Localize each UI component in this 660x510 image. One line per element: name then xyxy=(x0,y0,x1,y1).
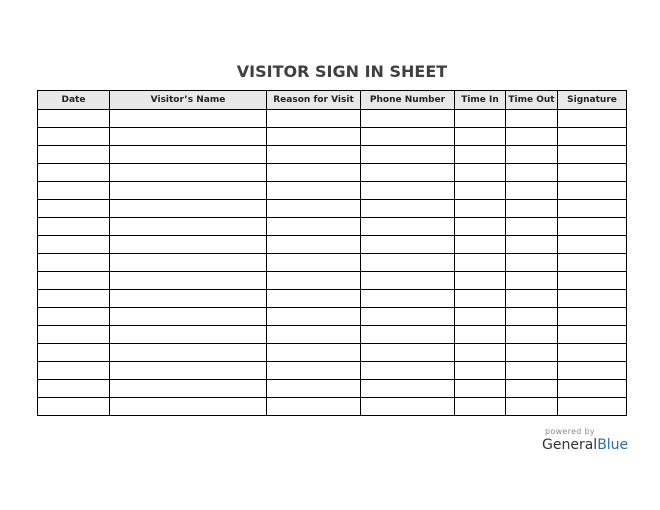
generalblue-logo xyxy=(542,437,628,453)
cell-date[interactable] xyxy=(38,254,110,272)
cell-time-in[interactable] xyxy=(455,362,506,380)
column-header-time-out: Time Out xyxy=(506,91,558,110)
cell-signature[interactable] xyxy=(558,218,627,236)
cell-phone[interactable] xyxy=(361,146,455,164)
cell-signature[interactable] xyxy=(558,362,627,380)
cell-reason[interactable] xyxy=(267,128,361,146)
cell-visitor-name[interactable] xyxy=(110,164,267,182)
table-row xyxy=(38,182,627,200)
cell-time-out[interactable] xyxy=(506,290,558,308)
table-row xyxy=(38,380,627,398)
cell-signature[interactable] xyxy=(558,128,627,146)
column-header-signature: Signature xyxy=(558,91,627,110)
cell-time-in[interactable] xyxy=(455,110,506,128)
cell-date[interactable] xyxy=(38,398,110,416)
cell-signature[interactable] xyxy=(558,380,627,398)
cell-time-in[interactable] xyxy=(455,254,506,272)
cell-time-out[interactable] xyxy=(506,326,558,344)
cell-date[interactable] xyxy=(38,308,110,326)
cell-signature[interactable] xyxy=(558,182,627,200)
table-row xyxy=(38,128,627,146)
cell-visitor-name[interactable] xyxy=(110,200,267,218)
column-header-visitor-name: Visitor’s Name xyxy=(110,91,267,110)
cell-date[interactable] xyxy=(38,290,110,308)
cell-reason[interactable] xyxy=(267,398,361,416)
cell-phone[interactable] xyxy=(361,398,455,416)
cell-time-out[interactable] xyxy=(506,218,558,236)
cell-visitor-name[interactable] xyxy=(110,236,267,254)
cell-visitor-name[interactable] xyxy=(110,218,267,236)
table-row xyxy=(38,110,627,128)
cell-time-in[interactable] xyxy=(455,272,506,290)
cell-date[interactable] xyxy=(38,344,110,362)
table-row xyxy=(38,272,627,290)
cell-reason[interactable] xyxy=(267,254,361,272)
cell-phone[interactable] xyxy=(361,362,455,380)
cell-signature[interactable] xyxy=(558,200,627,218)
page-title: VISITOR SIGN IN SHEET xyxy=(236,62,448,81)
cell-time-out[interactable] xyxy=(506,380,558,398)
cell-date[interactable] xyxy=(38,164,110,182)
cell-time-out[interactable] xyxy=(506,254,558,272)
brand-blue: Blue xyxy=(597,437,629,453)
table-row xyxy=(38,218,627,236)
cell-phone[interactable] xyxy=(361,218,455,236)
cell-time-out[interactable] xyxy=(506,398,558,416)
cell-phone[interactable] xyxy=(361,200,455,218)
cell-phone[interactable] xyxy=(361,236,455,254)
cell-reason[interactable] xyxy=(267,236,361,254)
visitor-sign-in-table xyxy=(37,90,627,416)
cell-time-in[interactable] xyxy=(455,236,506,254)
cell-date[interactable] xyxy=(38,218,110,236)
cell-time-in[interactable] xyxy=(455,308,506,326)
cell-date[interactable] xyxy=(38,326,110,344)
table-row xyxy=(38,290,627,308)
cell-signature[interactable] xyxy=(558,398,627,416)
cell-phone[interactable] xyxy=(361,290,455,308)
cell-phone[interactable] xyxy=(361,128,455,146)
cell-phone[interactable] xyxy=(361,272,455,290)
cell-reason[interactable] xyxy=(267,326,361,344)
cell-reason[interactable] xyxy=(267,218,361,236)
cell-reason[interactable] xyxy=(267,110,361,128)
cell-signature[interactable] xyxy=(558,164,627,182)
cell-reason[interactable] xyxy=(267,182,361,200)
cell-signature[interactable] xyxy=(558,290,627,308)
cell-time-out[interactable] xyxy=(506,200,558,218)
cell-visitor-name[interactable] xyxy=(110,344,267,362)
cell-time-out[interactable] xyxy=(506,344,558,362)
cell-time-out[interactable] xyxy=(506,146,558,164)
cell-signature[interactable] xyxy=(558,254,627,272)
table-row xyxy=(38,344,627,362)
powered-by-label: powered by xyxy=(545,427,595,436)
table-row xyxy=(38,398,627,416)
cell-date[interactable] xyxy=(38,128,110,146)
table-row xyxy=(38,236,627,254)
cell-visitor-name[interactable] xyxy=(110,326,267,344)
cell-time-in[interactable] xyxy=(455,290,506,308)
cell-phone[interactable] xyxy=(361,344,455,362)
cell-visitor-name[interactable] xyxy=(110,254,267,272)
cell-signature[interactable] xyxy=(558,308,627,326)
cell-signature[interactable] xyxy=(558,344,627,362)
cell-signature[interactable] xyxy=(558,146,627,164)
cell-phone[interactable] xyxy=(361,326,455,344)
table-row xyxy=(38,308,627,326)
cell-date[interactable] xyxy=(38,110,110,128)
cell-visitor-name[interactable] xyxy=(110,110,267,128)
table-header-row xyxy=(38,91,627,110)
cell-date[interactable] xyxy=(38,182,110,200)
table-row xyxy=(38,326,627,344)
cell-date[interactable] xyxy=(38,272,110,290)
cell-reason[interactable] xyxy=(267,344,361,362)
cell-time-out[interactable] xyxy=(506,128,558,146)
cell-time-out[interactable] xyxy=(506,272,558,290)
cell-date[interactable] xyxy=(38,236,110,254)
cell-time-in[interactable] xyxy=(455,146,506,164)
cell-time-out[interactable] xyxy=(506,164,558,182)
cell-visitor-name[interactable] xyxy=(110,272,267,290)
cell-visitor-name[interactable] xyxy=(110,182,267,200)
cell-phone[interactable] xyxy=(361,110,455,128)
cell-reason[interactable] xyxy=(267,164,361,182)
cell-visitor-name[interactable] xyxy=(110,362,267,380)
cell-time-in[interactable] xyxy=(455,326,506,344)
cell-phone[interactable] xyxy=(361,182,455,200)
cell-reason[interactable] xyxy=(267,200,361,218)
cell-time-in[interactable] xyxy=(455,398,506,416)
cell-visitor-name[interactable] xyxy=(110,308,267,326)
cell-visitor-name[interactable] xyxy=(110,128,267,146)
cell-signature[interactable] xyxy=(558,326,627,344)
cell-visitor-name[interactable] xyxy=(110,146,267,164)
cell-date[interactable] xyxy=(38,200,110,218)
cell-date[interactable] xyxy=(38,146,110,164)
table-row xyxy=(38,200,627,218)
cell-reason[interactable] xyxy=(267,290,361,308)
table-row xyxy=(38,164,627,182)
column-header-phone: Phone Number xyxy=(361,91,455,110)
brand-general: General xyxy=(542,437,598,453)
cell-time-in[interactable] xyxy=(455,200,506,218)
cell-visitor-name[interactable] xyxy=(110,380,267,398)
cell-phone[interactable] xyxy=(361,308,455,326)
cell-time-out[interactable] xyxy=(506,236,558,254)
cell-reason[interactable] xyxy=(267,272,361,290)
cell-time-out[interactable] xyxy=(506,362,558,380)
table-row xyxy=(38,254,627,272)
cell-date[interactable] xyxy=(38,362,110,380)
cell-visitor-name[interactable] xyxy=(110,290,267,308)
column-header-time-in: Time In xyxy=(455,91,506,110)
cell-time-out[interactable] xyxy=(506,308,558,326)
cell-time-in[interactable] xyxy=(455,182,506,200)
cell-time-in[interactable] xyxy=(455,218,506,236)
cell-signature[interactable] xyxy=(558,110,627,128)
column-header-reason: Reason for Visit xyxy=(267,91,361,110)
cell-reason[interactable] xyxy=(267,308,361,326)
table-row xyxy=(38,362,627,380)
cell-time-in[interactable] xyxy=(455,344,506,362)
table-row xyxy=(38,146,627,164)
cell-phone[interactable] xyxy=(361,380,455,398)
cell-date[interactable] xyxy=(38,380,110,398)
column-header-date: Date xyxy=(38,91,110,110)
cell-time-in[interactable] xyxy=(455,164,506,182)
cell-reason[interactable] xyxy=(267,380,361,398)
cell-phone[interactable] xyxy=(361,164,455,182)
cell-signature[interactable] xyxy=(558,236,627,254)
cell-time-out[interactable] xyxy=(506,182,558,200)
cell-visitor-name[interactable] xyxy=(110,398,267,416)
cell-phone[interactable] xyxy=(361,254,455,272)
cell-reason[interactable] xyxy=(267,362,361,380)
cell-time-in[interactable] xyxy=(455,380,506,398)
cell-signature[interactable] xyxy=(558,272,627,290)
cell-reason[interactable] xyxy=(267,146,361,164)
cell-time-out[interactable] xyxy=(506,110,558,128)
cell-time-in[interactable] xyxy=(455,128,506,146)
